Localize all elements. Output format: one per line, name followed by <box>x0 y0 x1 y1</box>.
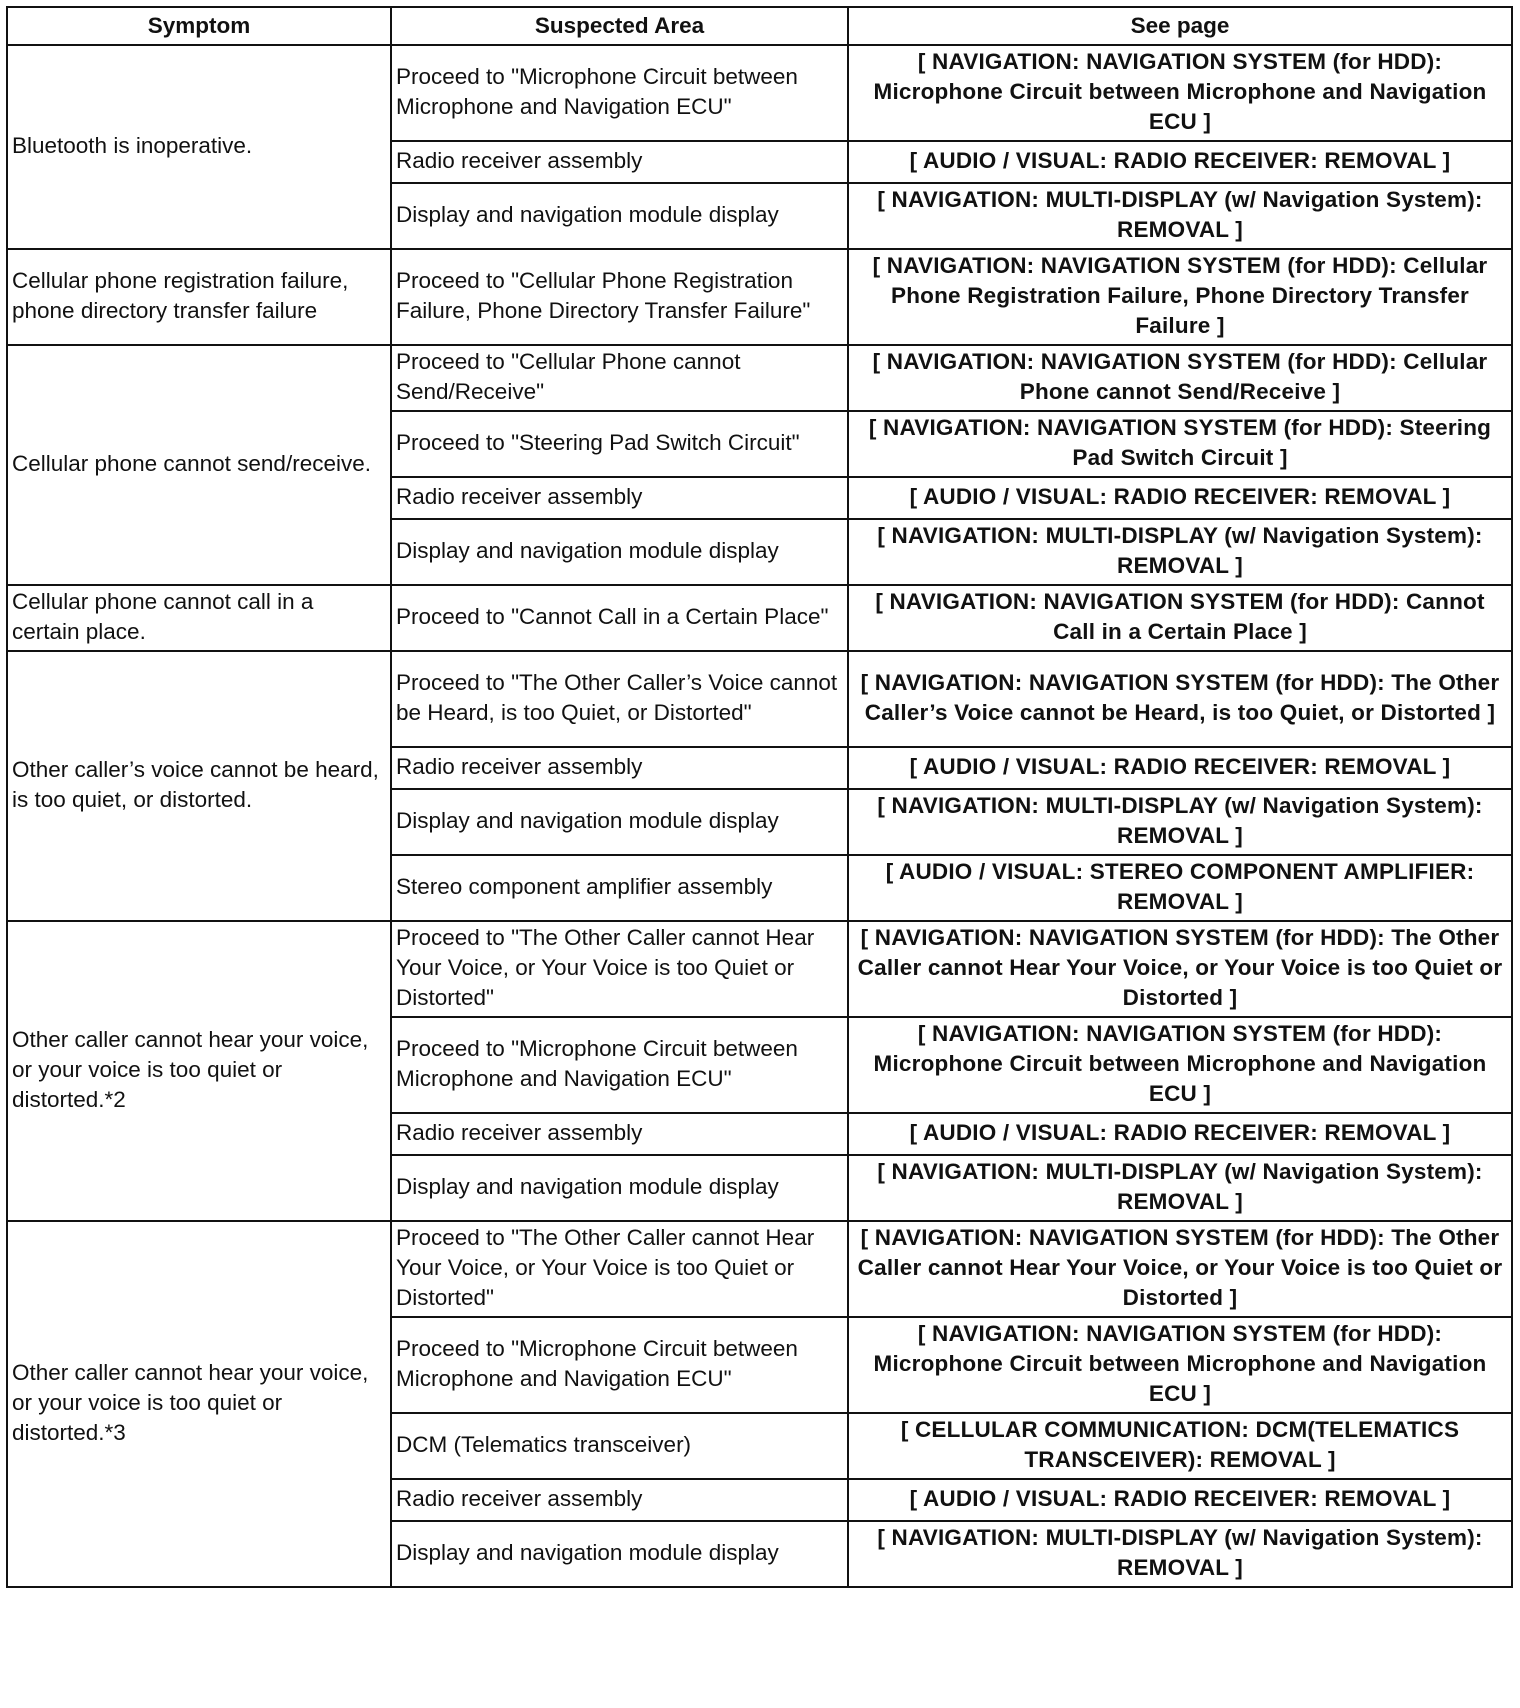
see-page-reference[interactable]: [ NAVIGATION: NAVIGATION SYSTEM (for HDD): Cannot Call in a Certain Place ] <box>848 585 1512 651</box>
see-page-reference[interactable]: [ AUDIO / VISUAL: RADIO RECEIVER: REMOVAL ] <box>848 1113 1512 1155</box>
see-page-reference[interactable]: [ NAVIGATION: NAVIGATION SYSTEM (for HDD): The Other Caller cannot Hear Your Voice, or Your Voice is too Quiet or Distorted ] <box>848 921 1512 1017</box>
see-page-reference[interactable]: [ NAVIGATION: MULTI-DISPLAY (w/ Navigation System): REMOVAL ] <box>848 183 1512 249</box>
header-suspected-area: Suspected Area <box>391 7 848 45</box>
see-page-reference[interactable]: [ NAVIGATION: MULTI-DISPLAY (w/ Navigation System): REMOVAL ] <box>848 789 1512 855</box>
see-page-reference[interactable]: [ NAVIGATION: NAVIGATION SYSTEM (for HDD): Microphone Circuit between Microphone and Navigation ECU ] <box>848 45 1512 141</box>
symptom-cell: Cellular phone cannot call in a certain place. <box>7 585 391 651</box>
suspected-area-cell: Radio receiver assembly <box>391 1479 848 1521</box>
suspected-area-cell: Proceed to "Cannot Call in a Certain Place" <box>391 585 848 651</box>
header-symptom: Symptom <box>7 7 391 45</box>
suspected-area-cell: Proceed to "Cellular Phone Registration Failure, Phone Directory Transfer Failure" <box>391 249 848 345</box>
header-row <box>7 7 1512 45</box>
table-row <box>7 45 1512 141</box>
table-body <box>7 45 1512 1587</box>
see-page-reference[interactable]: [ NAVIGATION: NAVIGATION SYSTEM (for HDD): Microphone Circuit between Microphone and Navigation ECU ] <box>848 1017 1512 1113</box>
see-page-reference[interactable]: [ AUDIO / VISUAL: RADIO RECEIVER: REMOVAL ] <box>848 141 1512 183</box>
see-page-reference[interactable]: [ NAVIGATION: MULTI-DISPLAY (w/ Navigation System): REMOVAL ] <box>848 519 1512 585</box>
table-row <box>7 1221 1512 1317</box>
symptom-cell: Other caller cannot hear your voice, or your voice is too quiet or distorted.*3 <box>7 1221 391 1587</box>
suspected-area-cell: Proceed to "Microphone Circuit between Microphone and Navigation ECU" <box>391 45 848 141</box>
suspected-area-cell: Display and navigation module display <box>391 519 848 585</box>
suspected-area-cell: Proceed to "The Other Caller cannot Hear Your Voice, or Your Voice is too Quiet or Distorted" <box>391 921 848 1017</box>
suspected-area-cell: Proceed to "Microphone Circuit between Microphone and Navigation ECU" <box>391 1017 848 1113</box>
suspected-area-cell: Proceed to "Microphone Circuit between Microphone and Navigation ECU" <box>391 1317 848 1413</box>
suspected-area-cell: Proceed to "Cellular Phone cannot Send/Receive" <box>391 345 848 411</box>
table-row <box>7 585 1512 651</box>
suspected-area-cell: Radio receiver assembly <box>391 747 848 789</box>
table-row <box>7 249 1512 345</box>
symptom-cell: Cellular phone registration failure, phone directory transfer failure <box>7 249 391 345</box>
see-page-reference[interactable]: [ AUDIO / VISUAL: STEREO COMPONENT AMPLIFIER: REMOVAL ] <box>848 855 1512 921</box>
table-row <box>7 345 1512 411</box>
see-page-reference[interactable]: [ NAVIGATION: NAVIGATION SYSTEM (for HDD): The Other Caller cannot Hear Your Voice, or Your Voice is too Quiet or Distorted ] <box>848 1221 1512 1317</box>
see-page-reference[interactable]: [ NAVIGATION: NAVIGATION SYSTEM (for HDD): Steering Pad Switch Circuit ] <box>848 411 1512 477</box>
see-page-reference[interactable]: [ AUDIO / VISUAL: RADIO RECEIVER: REMOVAL ] <box>848 1479 1512 1521</box>
suspected-area-cell: Proceed to "Steering Pad Switch Circuit" <box>391 411 848 477</box>
suspected-area-cell: DCM (Telematics transceiver) <box>391 1413 848 1479</box>
see-page-reference[interactable]: [ NAVIGATION: NAVIGATION SYSTEM (for HDD): Microphone Circuit between Microphone and Navigation ECU ] <box>848 1317 1512 1413</box>
header-see-page: See page <box>848 7 1512 45</box>
see-page-reference[interactable]: [ AUDIO / VISUAL: RADIO RECEIVER: REMOVAL ] <box>848 747 1512 789</box>
suspected-area-cell: Proceed to "The Other Caller’s Voice cannot be Heard, is too Quiet, or Distorted" <box>391 651 848 747</box>
suspected-area-cell: Stereo component amplifier assembly <box>391 855 848 921</box>
suspected-area-cell: Display and navigation module display <box>391 183 848 249</box>
suspected-area-cell: Radio receiver assembly <box>391 477 848 519</box>
suspected-area-cell: Display and navigation module display <box>391 1521 848 1587</box>
see-page-reference[interactable]: [ AUDIO / VISUAL: RADIO RECEIVER: REMOVAL ] <box>848 477 1512 519</box>
see-page-reference[interactable]: [ CELLULAR COMMUNICATION: DCM(TELEMATICS TRANSCEIVER): REMOVAL ] <box>848 1413 1512 1479</box>
troubleshooting-table <box>6 6 1513 1588</box>
symptom-cell: Other caller’s voice cannot be heard, is too quiet, or distorted. <box>7 651 391 921</box>
symptom-cell: Cellular phone cannot send/receive. <box>7 345 391 585</box>
suspected-area-cell: Display and navigation module display <box>391 1155 848 1221</box>
symptom-cell: Bluetooth is inoperative. <box>7 45 391 249</box>
table-row <box>7 921 1512 1017</box>
see-page-reference[interactable]: [ NAVIGATION: NAVIGATION SYSTEM (for HDD): Cellular Phone cannot Send/Receive ] <box>848 345 1512 411</box>
suspected-area-cell: Proceed to "The Other Caller cannot Hear Your Voice, or Your Voice is too Quiet or Distorted" <box>391 1221 848 1317</box>
see-page-reference[interactable]: [ NAVIGATION: NAVIGATION SYSTEM (for HDD): Cellular Phone Registration Failure, Phone Directory Transfer Failure ] <box>848 249 1512 345</box>
see-page-reference[interactable]: [ NAVIGATION: MULTI-DISPLAY (w/ Navigation System): REMOVAL ] <box>848 1521 1512 1587</box>
suspected-area-cell: Radio receiver assembly <box>391 1113 848 1155</box>
symptom-cell: Other caller cannot hear your voice, or your voice is too quiet or distorted.*2 <box>7 921 391 1221</box>
table-header <box>7 7 1512 45</box>
table-row <box>7 651 1512 747</box>
suspected-area-cell: Radio receiver assembly <box>391 141 848 183</box>
see-page-reference[interactable]: [ NAVIGATION: MULTI-DISPLAY (w/ Navigation System): REMOVAL ] <box>848 1155 1512 1221</box>
suspected-area-cell: Display and navigation module display <box>391 789 848 855</box>
see-page-reference[interactable]: [ NAVIGATION: NAVIGATION SYSTEM (for HDD): The Other Caller’s Voice cannot be Heard, is too Quiet, or Distorted ] <box>848 651 1512 747</box>
